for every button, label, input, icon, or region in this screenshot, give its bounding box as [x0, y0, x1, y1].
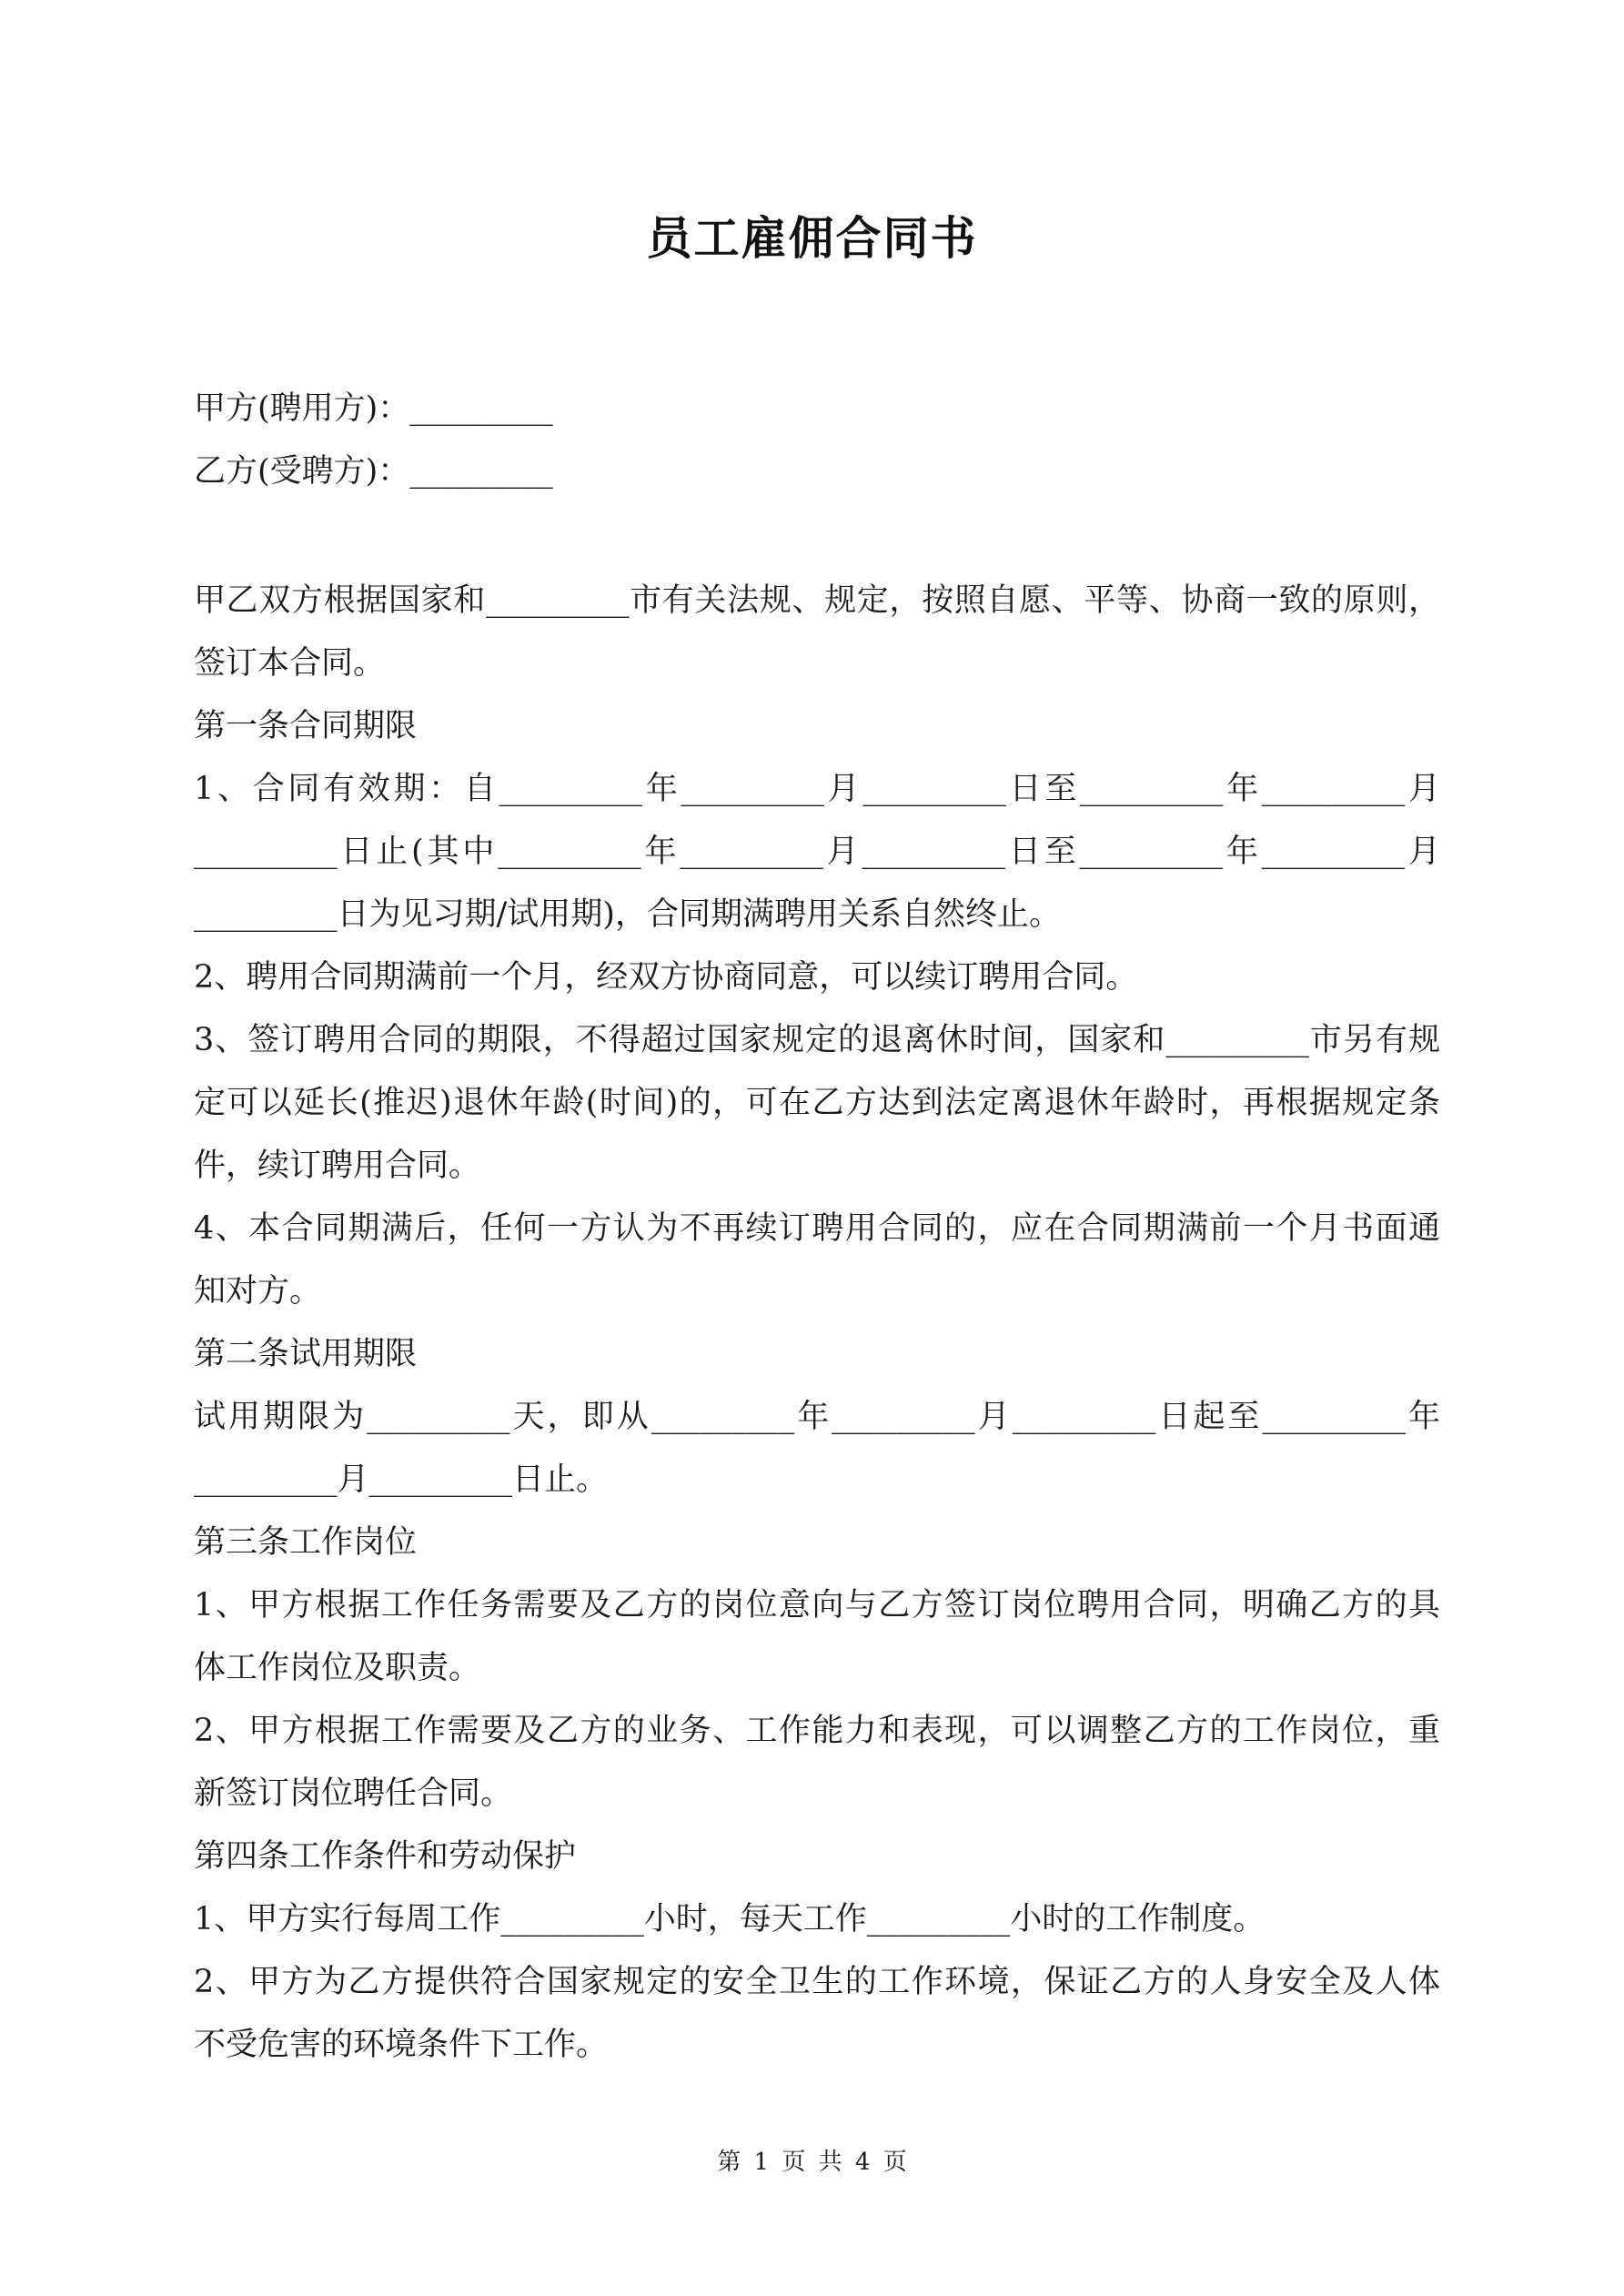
section-heading: 第二条试用期限	[194, 1336, 418, 1372]
paragraph-line: 体工作岗位及职责。	[194, 1650, 481, 1686]
paragraph-line: 1、甲方根据工作任务需要及乙方的岗位意向与乙方签订岗位聘用合同，明确乙方的具	[194, 1587, 1440, 1623]
paragraph-line: 不受危害的环境条件下工作。	[194, 2027, 609, 2063]
section-heading: 第一条合同期限	[194, 708, 418, 744]
document-title: 员工雇佣合同书	[646, 211, 978, 265]
paragraph-line: 新签订岗位聘任合同。	[194, 1775, 513, 1812]
paragraph-line: _________日为见习期/试用期)，合同期满聘用关系自然终止。	[194, 896, 1061, 933]
page-number-footer: 第 1 页 共 4 页	[717, 2149, 907, 2176]
paragraph-line: 1、甲方实行每周工作_________小时，每天工作_________小时的工作制度。	[194, 1901, 1266, 1937]
paragraph-line: _________月_________日止。	[194, 1462, 609, 1498]
paragraph-line: 4、本合同期满后，任何一方认为不再续订聘用合同的，应在合同期满前一个月书面通	[194, 1210, 1440, 1247]
paragraph-line: 2、聘用合同期满前一个月，经双方协商同意，可以续订聘用合同。	[194, 959, 1138, 996]
paragraph-line: 3、签订聘用合同的期限，不得超过国家规定的退离休时间，国家和_________市另有规	[194, 1022, 1440, 1058]
paragraph-line: 定可以延长(推迟)退休年龄(时间)的，可在乙方达到法定离退休年龄时，再根据规定条	[194, 1085, 1440, 1121]
section-heading: 第三条工作岗位	[194, 1524, 418, 1561]
paragraph-line: 件，续订聘用合同。	[194, 1148, 481, 1184]
paragraph-line: 知对方。	[194, 1273, 322, 1310]
paragraph-line: 2、甲方根据工作需要及乙方的业务、工作能力和表现，可以调整乙方的工作岗位，重	[194, 1713, 1440, 1749]
paragraph-line: 试用期限为_________天，即从_________年_________月_________日起至_________年	[194, 1399, 1440, 1435]
paragraph-line: 甲乙双方根据国家和_________市有关法规、规定，按照自愿、平等、协商一致的原则，	[194, 582, 1440, 619]
party-a-line: 甲方(聘用方)：_________	[194, 390, 553, 427]
paragraph-line: 1、合同有效期：自_________年_________月_________日至_________年_________月	[194, 771, 1440, 807]
paragraph-line: 2、甲方为乙方提供符合国家规定的安全卫生的工作环境，保证乙方的人身安全及人体	[194, 1964, 1440, 2000]
party-b-line: 乙方(受聘方)：_________	[194, 453, 553, 490]
section-heading: 第四条工作条件和劳动保护	[194, 1838, 577, 1875]
paragraph-line: 签订本合同。	[194, 645, 386, 682]
paragraph-line: _________日止(其中_________年_________月_________日至_________年_________月	[194, 834, 1440, 870]
